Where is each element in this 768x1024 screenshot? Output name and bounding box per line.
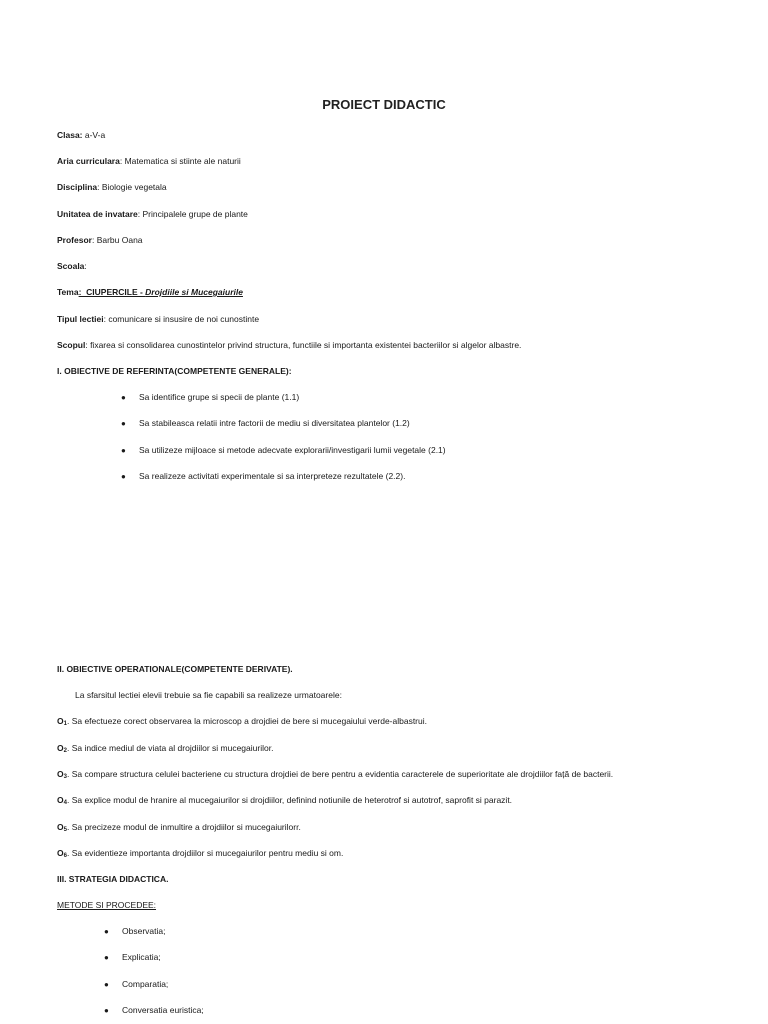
list-item: ● Conversatia euristica; <box>104 1005 204 1015</box>
list-item: ● Comparatia; <box>104 979 169 989</box>
list-item: ● Explicatia; <box>104 952 161 962</box>
field-label: Tipul lectiei <box>57 314 104 324</box>
field-value-italic: Drojdiile si Mucegaiurile <box>145 287 243 297</box>
bullet-icon: ● <box>104 1006 109 1015</box>
bullet-icon: ● <box>121 419 126 428</box>
bullet-icon: ● <box>121 446 126 455</box>
list-item: ● Observatia; <box>104 926 166 936</box>
list-item: ● Sa realizeze activitati experimentale si sa interpreteze rezultatele (2.2). <box>121 471 406 481</box>
field-tema <box>57 287 243 298</box>
field-value: a-V-a <box>82 130 106 140</box>
field-label: Disciplina <box>57 182 98 192</box>
field-label: Aria curriculara <box>57 156 120 166</box>
field-label: Scopul <box>57 340 86 350</box>
bullet-icon: ● <box>104 953 109 962</box>
field-unitatea <box>57 209 248 220</box>
bullet-icon: ● <box>121 472 126 481</box>
field-value: : Principalele grupe de plante <box>137 209 248 219</box>
objective-item: O3. Sa compare structura celulei bacteriene cu structura drojdiei de bere pentru a evidentia caracterele de superioritate ale drojdiilor față de bacterii. <box>57 769 614 780</box>
field-label: Scoala <box>57 261 85 271</box>
field-disciplina <box>57 182 167 193</box>
list-item: ● Sa stabileasca relatii intre factorii de mediu si diversitatea plantelor (1.2) <box>121 418 410 428</box>
list-item: ● Sa identifice grupe si specii de plante (1.1) <box>121 392 300 402</box>
bullet-icon: ● <box>104 980 109 989</box>
field-value: : <box>84 261 87 271</box>
objective-item: O4. Sa explice modul de hranire al mucegaiurilor si drojdiilor, definind notiunile de heterotrof si autotrof, saprofit si parazit. <box>57 795 513 806</box>
field-value: : Biologie vegetala <box>97 182 167 192</box>
page-title: PROIECT DIDACTIC <box>322 97 446 112</box>
list-item: ● Sa utilizeze mijloace si metode adecvate explorarii/investigarii lumii vegetale (2.1) <box>121 445 446 455</box>
field-label: Clasa: <box>57 130 83 140</box>
field-clasa <box>57 130 105 141</box>
field-value: : Barbu Oana <box>91 235 143 245</box>
field-value: : Matematica si stiinte ale naturii <box>119 156 241 166</box>
section2-heading: II. OBIECTIVE OPERATIONALE(COMPETENTE DERIVATE). <box>57 664 293 674</box>
section3-heading: III. STRATEGIA DIDACTICA. <box>57 874 169 884</box>
field-label: Profesor <box>57 235 92 245</box>
field-aria <box>57 156 241 167</box>
bullet-icon: ● <box>104 927 109 936</box>
bullet-icon: ● <box>121 393 126 402</box>
objective-item: O1. Sa efectueze corect observarea la microscop a drojdiei de bere si mucegaiului verde-albastrui. <box>57 716 427 727</box>
field-value: : CIUPERCILE - <box>78 287 146 297</box>
field-label: Unitatea de invatare <box>57 209 138 219</box>
field-tipul <box>57 314 259 325</box>
field-value: : comunicare si insusire de noi cunostinte <box>103 314 260 324</box>
objective-item: O5. Sa precizeze modul de inmultire a drojdiilor si mucegaiurilorr. <box>57 822 301 833</box>
field-profesor <box>57 235 143 246</box>
section3-subheading: METODE SI PROCEDEE: <box>57 900 157 910</box>
field-scopul <box>57 340 521 351</box>
field-scoala <box>57 261 87 272</box>
section2-intro: La sfarsitul lectiei elevii trebuie sa fie capabili sa realizeze urmatoarele: <box>75 690 342 700</box>
objective-item: O6. Sa evidentieze importanta drojdiilor si mucegaiurilor pentru mediu si om. <box>57 848 344 859</box>
section1-heading: I. OBIECTIVE DE REFERINTA(COMPETENTE GENERALE): <box>57 366 292 376</box>
objective-item: O2. Sa indice mediul de viata al drojdiilor si mucegaiurilor. <box>57 743 274 754</box>
field-value: : fixarea si consolidarea cunostintelor privind structura, functiile si importanta existentei bacteriilor si algelor albastre. <box>85 340 522 350</box>
field-label: Tema <box>57 287 79 297</box>
